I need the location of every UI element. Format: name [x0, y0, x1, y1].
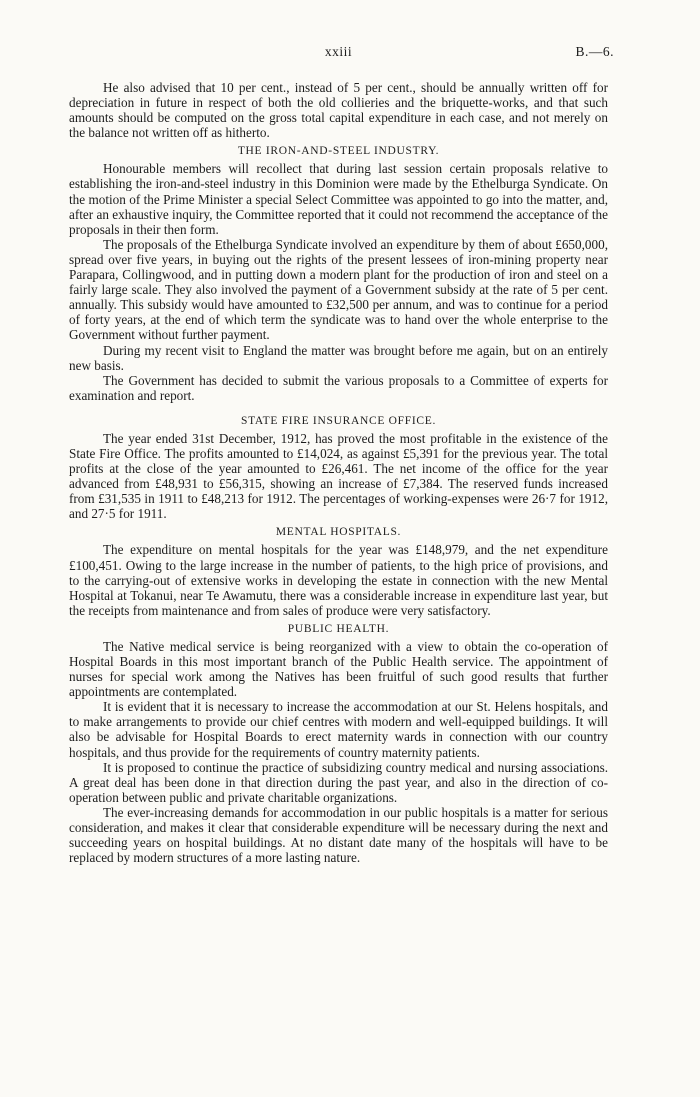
paragraph: During my recent visit to England the matter was brought before me again, but on an entirely new basis.	[69, 342, 608, 373]
document-body	[69, 80, 608, 865]
section-heading: MENTAL HOSPITALS.	[275, 526, 402, 539]
paragraph: The ever-increasing demands for accommodation in our public hospitals is a matter for serious consideration, and makes it clear that considerable expenditure will be necessary during the next and succeeding years on hospital buildings. At no distant date many of the hospitals will have to be replaced by modern structures of a more lasting nature.	[69, 804, 608, 866]
section-collieries-continued	[69, 80, 608, 140]
paragraph: The Government has decided to submit the various proposals to a Committee of experts for examination and report.	[69, 372, 608, 403]
paragraph: The Native medical service is being reorganized with a view to obtain the co-operation of Hospital Boards in this most important branch of the Public Health service. The appointment of nurses for special work among the Natives has been fruitful of such good results that further appointments are contemplated.	[69, 638, 608, 700]
paragraph: The year ended 31st December, 1912, has proved the most profitable in the existence of the State Fire Office. The profits amounted to £14,024, as against £5,391 for the previous year. The total profits at the close of the year amounted to £26,461. The net income of the office for the year advanced from £48,931 to £56,315, showing an increase of £7,384. The reserved funds increased from £31,535 in 1911 to £48,213 for 1912. The percentages of working-expenses were 26·7 for 1912, and 27·5 for 1911.	[69, 430, 608, 522]
paragraph: He also advised that 10 per cent., instead of 5 per cent., should be annually written off for depreciation in future in respect of both the old collieries and the briquette-works, and that such amounts should be computed on the gross total capital expenditure in each case, and not merely on the balance not written off as hitherto.	[69, 80, 608, 141]
paragraph: Honourable members will recollect that during last session certain proposals relative to establishing the iron-and-steel industry in this Dominion were made by the Ethelburga Syndicate. On the motion of the Prime Minister a special Select Committee was appointed to go into the matter, and, after an exhaustive inquiry, the Committee reported that it could not recommend the acceptance of the proposals in their then form.	[69, 161, 608, 237]
section-mental-hospitals	[69, 525, 608, 617]
paragraph: It is proposed to continue the practice of subsidizing country medical and nursing associations. A great deal has been done in that direction during the past year, and also in the direction of co-operation between public and private charitable organizations.	[69, 759, 608, 805]
section-public-health	[69, 622, 608, 865]
paragraph: The proposals of the Ethelburga Syndicate involved an expenditure by them of about £650,000, spread over five years, in buying out the rights of the present lessees of iron-mining property near Parapara, Collingwood, and in putting down a modern plant for the production of iron and steel on a fairly large scale. They also involved the payment of a Government subsidy at the rate of 5 per cent. annually. This subsidy would have amounted to £32,500 per annum, and was to continue for a period of forty years, at the end of which term the syndicate was to hand over the whole enterprise to the Government without further payment.	[69, 236, 608, 343]
section-state-fire-insurance	[69, 414, 608, 522]
page-reference: B.—6.	[575, 44, 614, 59]
paragraph: It is evident that it is necessary to increase the accommodation at our St. Helens hospitals, and to make arrangements to provide our chief centres with modern and well-equipped buildings. It will also be advisable for Hospital Boards to erect maternity wards in connection with our country hospitals, and thus provide for the requirements of country maternity patients.	[69, 699, 608, 760]
page-header	[69, 0, 614, 59]
paragraph: The expenditure on mental hospitals for the year was £148,979, and the net expenditure £100,451. Owing to the large increase in the number of patients, to the high price of provisions, and to the carrying-out of extensive works in developing the estate in connection with the new Mental Hospital at Tokanui, near Te Awamutu, there was a considerable increase in expenditure last year, but the receipts from maintenance and from sales of produce were very satisfactory.	[69, 542, 608, 618]
section-heading: PUBLIC HEALTH.	[287, 622, 390, 635]
section-heading: STATE FIRE INSURANCE OFFICE.	[240, 414, 437, 427]
section-heading: THE IRON-AND-STEEL INDUSTRY.	[237, 145, 440, 158]
section-iron-and-steel	[69, 144, 608, 403]
page-number: xxiii	[324, 44, 353, 59]
